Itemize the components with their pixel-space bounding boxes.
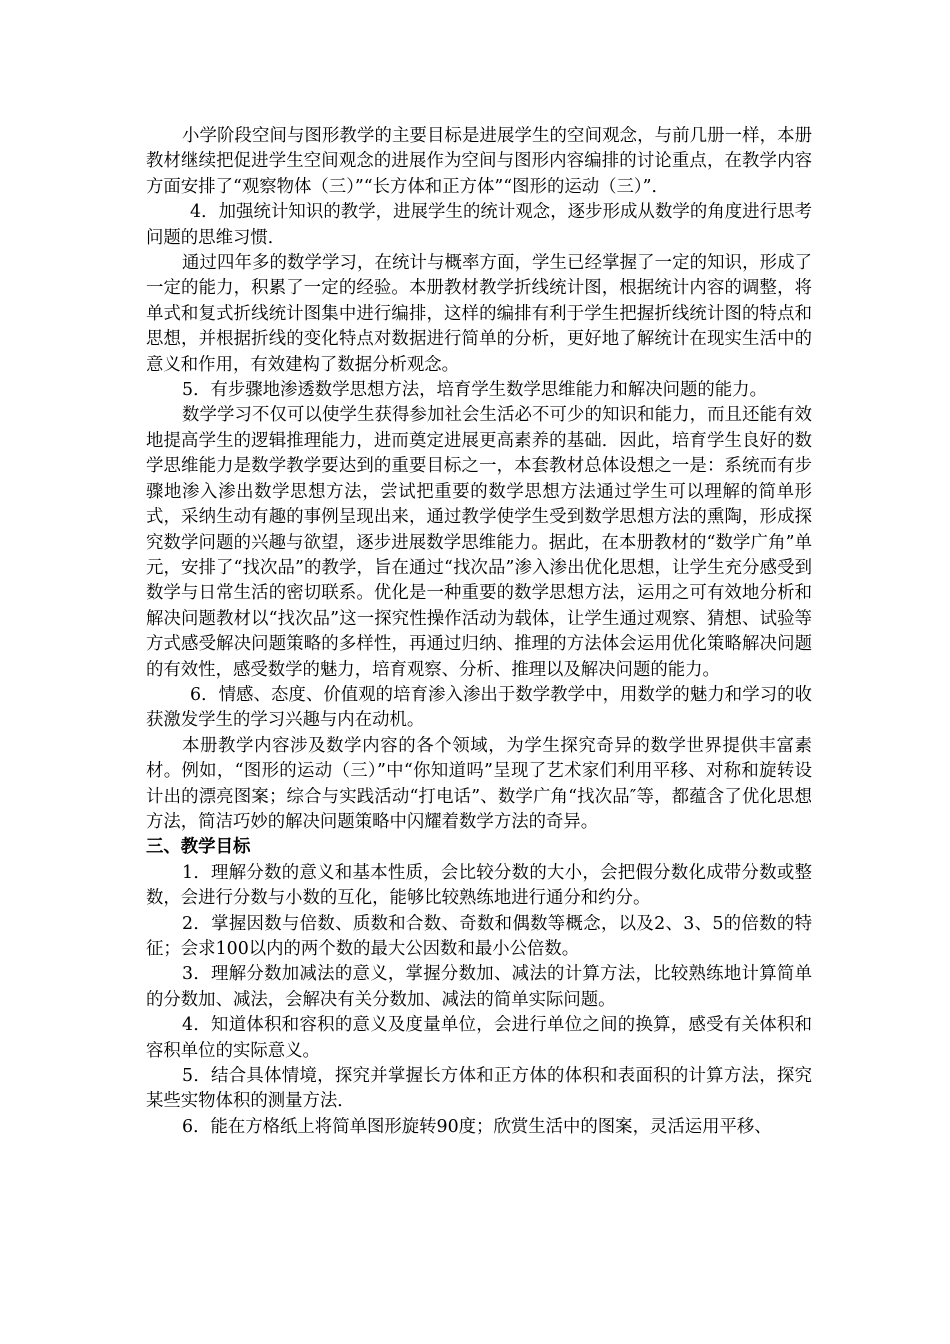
goal-item-3: 3．理解分数加减法的意义，掌握分数加、减法的计算方法，比较熟练地计算简单的分数加、减法，会解决有关分数加、减法的简单实际问题。 bbox=[146, 964, 812, 1010]
goal-item-2: 2．掌握因数与倍数、质数和合数、奇数和偶数等概念，以及2、3、5的倍数的特征；会求100以内的两个数的最大公因数和最小公倍数。 bbox=[146, 913, 812, 959]
paragraph-thinking-detail: 数学学习不仅可以使学生获得参加社会生活必不可少的知识和能力，而且还能有效地提高学生的逻辑推理能力，进而奠定进展更高素养的基础．因此，培育学生良好的数学思维能力是数学教学要达到的重要目标之一，本套教材总体设想之一是：系统而有步骤地渗入渗出数学思想方法，尝试把重要的数学思想方法通过学生可以理解的简单形式，采纳生动有趣的事例呈现出来，通过教学使学生受到数学思想方法的熏陶，形成探究数学问题的兴趣与欲望，逐步进展数学思维能力。据此，在本册教材的“数学广角”单元，安排了“找次品”的教学，旨在通过“找次品”渗入渗出优化思想，让学生充分感受到数学与日常生活的密切联系。优化是一种重要的数学思想方法，运用之可有效地分析和解决问题教材以“找次品”这一探究性操作活动为载体，让学生通过观察、猜想、试验等方式感受解决问题策略的多样性，再通过归纳、推理的方法体会运用优化策略解决问题的有效性，感受数学的魅力，培育观察、分析、推理以及解决问题的能力。 bbox=[146, 405, 812, 680]
paragraph-attitude-detail: 本册教学内容涉及数学内容的各个领域，为学生探究奇异的数学世界提供丰富素材。例如，“图形的运动（三）”中“你知道吗”呈现了艺术家们利用平移、对称和旋转设计出的漂亮图案；综合与实践活动“打电话”、数学广角“找次品″等，都蕴含了优化思想方法，简洁巧妙的解决问题策略中闪耀着数学方法的奇异。 bbox=[146, 735, 812, 832]
paragraph-item-6-attitude: 6．情感、态度、价值观的培育渗入渗出于数学教学中，用数学的魅力和学习的收获激发学生的学习兴趣与内在动机。 bbox=[146, 684, 812, 731]
goal-item-6: 6．能在方格纸上将简单图形旋转90度；欣赏生活中的图案，灵活运用平移、 bbox=[182, 1116, 772, 1137]
goal-item-5: 5．结合具体情境，探究并掌握长方体和正方体的体积和表面积的计算方法，探究某些实物体积的测量方法． bbox=[146, 1066, 812, 1112]
goal-item-1: 1．理解分数的意义和基本性质，会比较分数的大小，会把假分数化成带分数或整数，会进行分数与小数的互化，能够比较熟练地进行通分和约分。 bbox=[146, 862, 812, 909]
paragraph-statistics-detail: 通过四年多的数学学习，在统计与概率方面，学生已经掌握了一定的知识，形成了一定的能力，积累了一定的经验。本册教材教学折线统计图，根据统计内容的调整，将单式和复式折线统计图集中进行编排，这样的编排有利于学生把握折线统计图的特点和思想，并根据折线的变化特点对数据进行简单的分析，更好地了解统计在现实生活中的意义和作用，有效建构了数据分析观念。 bbox=[146, 253, 812, 375]
section-heading-teaching-goals: 三、教学目标 bbox=[146, 837, 251, 858]
paragraph-space-geometry: 小学阶段空间与图形教学的主要目标是进展学生的空间观念，与前几册一样，本册教材继续把促进学生空间观念的进展作为空间与图形内容编排的讨论重点，在教学内容方面安排了“观察物体（三）”“长方体和正方体”“图形的运动（三）”． bbox=[146, 126, 812, 197]
paragraph-item-4-statistics: 4．加强统计知识的教学，进展学生的统计观念，逐步形成从数学的角度进行思考问题的思维习惯． bbox=[146, 202, 812, 248]
document-body bbox=[146, 124, 812, 1140]
paragraph-item-5-thinking: 5．有步骤地渗透数学思想方法，培育学生数学思维能力和解决问题的能力。 bbox=[182, 380, 767, 401]
goal-item-4: 4．知道体积和容积的意义及度量单位，会进行单位之间的换算，感受有关体积和容积单位的实际意义。 bbox=[146, 1015, 812, 1061]
